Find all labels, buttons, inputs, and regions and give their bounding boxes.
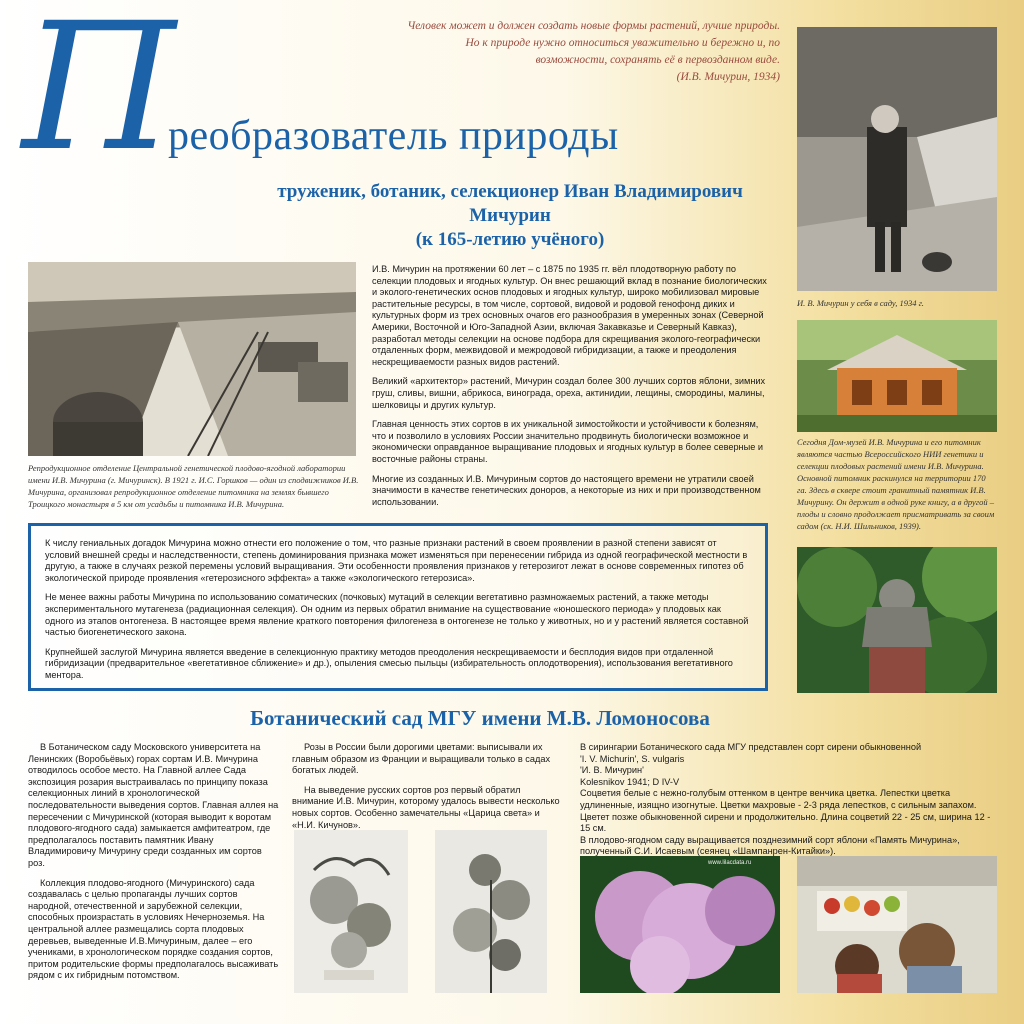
subtitle-line-1: труженик, ботаник, селекционер Иван Владимирович Мичурин (277, 181, 743, 226)
apple-exhibition-photo (797, 856, 997, 993)
rose-engraving-1 (294, 830, 408, 993)
frame-paragraph: Не менее важны работы Мичурина по использованию соматических (почковых) мутаций в селекции вегетативно размножаемых растений, а также методы экспериментального мутагенеза (радиационная селекция). Он одним из первых обратил внимание на существование «юношеского периода» у плодовых как одного из этапов онтогенеза. В настоящее время явление краткого повторения филогенеза в онтогенезе не только у животных, но и у растений является составной частью биогенетического закона. (45, 592, 749, 638)
quote-text: Человек может и должен создать новые формы растений, лучше природы. Но к природе нужно относиться уважительно и бережно и, по возможности, сохранять её в первозданном виде. (407, 20, 780, 66)
museum-caption: Сегодня Дом-музей И.В. Мичурина и его питомник являются частью Всероссийского НИИ генетики и селекции плодовых растений имени И.В. Мичурина. Основной питомник раскинулся на территории 170 га. Здесь в сквере стоит гранитный памятник И.В. Мичурину. Он держит в одной руке книгу, а в другой – плоды и словно продолжает присматривать за своим садом (ск. Н.И. Шильников, 1939). (797, 437, 995, 531)
quote-author: (И.В. Мичурин, 1934) (676, 71, 780, 83)
page-subtitle (250, 180, 770, 252)
lilac-photo-watermark: www.lilacdata.ru (708, 860, 752, 866)
intro-paragraph: Многие из созданных И.В. Мичуриным сортов до настоящего времени не утратили своей значимости в качестве генетических доноров, а некоторые из них и при производственном использовании. (372, 473, 761, 507)
michurin-portrait-photo (797, 27, 997, 291)
garden-column-1 (28, 742, 280, 990)
framed-text-box (28, 523, 768, 691)
lilac-registration: Kolesnikov 1941; D IV-V (580, 776, 680, 787)
page-title: реобразователь природы (168, 113, 619, 159)
michurin-quote (395, 18, 780, 86)
portrait-caption: И. В. Мичурин у себя в саду, 1934 г. (797, 298, 924, 308)
subtitle-line-2: (к 165-летию учёного) (415, 229, 605, 250)
title-initial-letter: П (22, 0, 176, 190)
garden-section-title: Ботанический сад МГУ имени М.В. Ломоносова (250, 706, 710, 730)
garden-paragraph: В Ботаническом саду Московского университета на Ленинских (Воробьёвых) горах сортам И.В. Мичурина отводилось особое место. На Главной аллее Сада экспозиция розария выстраивалась по принципу показа селекционных линий в хронологической последовательности выведения сортов. Главная аллея на пересечении с Мичуринской (которая выводит к воротам плодового-ягодного сада) замыкается амфитеатром, где предполагалось поставить памятник Ивану Владимировичу Мичурину среди созданных им сортов роз. (28, 742, 279, 868)
lilac-photo (580, 856, 780, 993)
frame-paragraph: Крупнейшей заслугой Мичурина является введение в селекционную практику методов преодоления нескрещиваемости и бесплодия видов при отдаленной гибридизации (предварительное «вегетативное сближение» и др.), опыления смесью пыльцы (избирательность оплодотворения), использования вегетативного ментора. (45, 646, 733, 680)
garden-paragraph: На выведение русских сортов роз первый обратил внимание И.В. Мичурин, которому удалось вывести несколько новых сортов. Особенно замечательны «Царица света» и «Н.И. Кичунов». (292, 784, 560, 830)
lab-engraving-photo (28, 262, 356, 456)
house-museum-photo (797, 320, 997, 432)
garden-column-2 (292, 742, 562, 839)
rose-engraving-2 (435, 830, 547, 993)
lilac-latin-name: 'I. V. Michurin', S. vulgaris (580, 753, 685, 764)
lilac-intro: В сирингарии Ботанического сада МГУ представлен сорт сирени обыкновенной (580, 742, 922, 752)
frame-paragraph: К числу гениальных догадок Мичурина можно отнести его положение о том, что разные признаки растений в своем проявлении в разной степени зависят от условий внешней среды и наследственности, степень доминирования признака может изменяться при перенесении гибрида из одной географической местности в другую, а также в случаях резкой перемены условий выращивания. Эти особенности проявления признаков у гетерозигот лежат в основе современных гипотез об экологической природе проявления «гетерозисного эффекта» а также «экологического гетерозиса». (45, 538, 748, 583)
garden-paragraph: Коллекция плодово-ягодного (Мичуринского) сада создавалась с целью пропаганды лучших сортов народной, отечественной и зарубежной селекции, способных произрастать в условиях Нечерноземья. На центральной аллее размещались сорта плодовых деревьев, выведенные И.В.Мичуриным, далее – его учениками, в хронологическом порядке создания сортов, притом родительские формы предполагалось высаживать рядом с их гибридным потомством. (28, 877, 279, 981)
intro-text (372, 264, 768, 516)
garden-column-3 (580, 742, 1000, 858)
intro-paragraph: Великий «архитектор» растений, Мичурин создал более 300 лучших сортов яблони, зимних груш, сливы, вишни, абрикоса, винограда, ореха, актинидии, лещины, смородины, малины, шелковицы и других культур. (372, 376, 766, 410)
lilac-description: Соцветия белые с нежно-голубым оттенком в центре венчика цветка. Лепестки цветка удлиненные, изящно изогнутые. Цветки махровые - 2-3 ряда лепестков, с сильным запахом. Цветет позже обыкновенной сирени и продолжительно. Длина соцветий 22 - 25 см, ширина 12 - 15 см. (580, 788, 991, 834)
intro-paragraph: И.В. Мичурин на протяжении 60 лет – с 1875 по 1935 гг. вёл плодотворную работу по селекции плодовых и ягодных культур. Он внес решающий вклад в познание биологических и эколого-генетических основ плодовых и ягодных культур, широко мобилизовал мировые растительные ресурсы, в том числе, сортовой, видовой и родовой генофонд диких и культурных форм из трех основных очагов его разнообразия в умеренных зонах (Северной Америки, Восточной и Юго-Западной Азии, включая Закавказье и Северный Кавказ), разработал методы селекции на основе подбора для скрещивания эколого-географически отдаленных форм, межвидовой и межродовой гибридизации, а также и преодоления нескрещиваемости разных видов растений. (372, 264, 767, 367)
intro-paragraph: Главная ценность этих сортов в их уникальной зимостойкости и устойчивости к болезням, что и позволило в условиях России значительно продвинуть биологически возможное и экономически оправданное выращивание плодовых и ягодных культур в более северные и восточные районы страны. (372, 419, 764, 464)
michurin-monument-photo (797, 547, 997, 693)
garden-paragraph: Розы в России были дорогими цветами: выписывали их главным образом из Франции и выращивали только в садах богатых людей. (292, 742, 551, 776)
apple-variety-note: В плодово-ягодном саду выращивается позднезимний сорт яблони «Память Мичурина», полученный С.И. Исаевым (сеянец «Шампанрен-Китайки»). (580, 834, 960, 857)
lilac-russian-name: 'И. В. Мичурин' (580, 765, 644, 776)
lab-caption: Репродукционное отделение Центральной генетической плодово-ягодной лаборатории имени И.В. Мичурина (г. Мичуринск). В 1921 г. И.С. Горшков — один из сподвижников И.В. Мичурина, организовал репродукционное отделение питомника на землях бывшего Троицкого монастыря в 5 км от усадьбы и питомника И.В. Мичурина. (28, 463, 359, 509)
